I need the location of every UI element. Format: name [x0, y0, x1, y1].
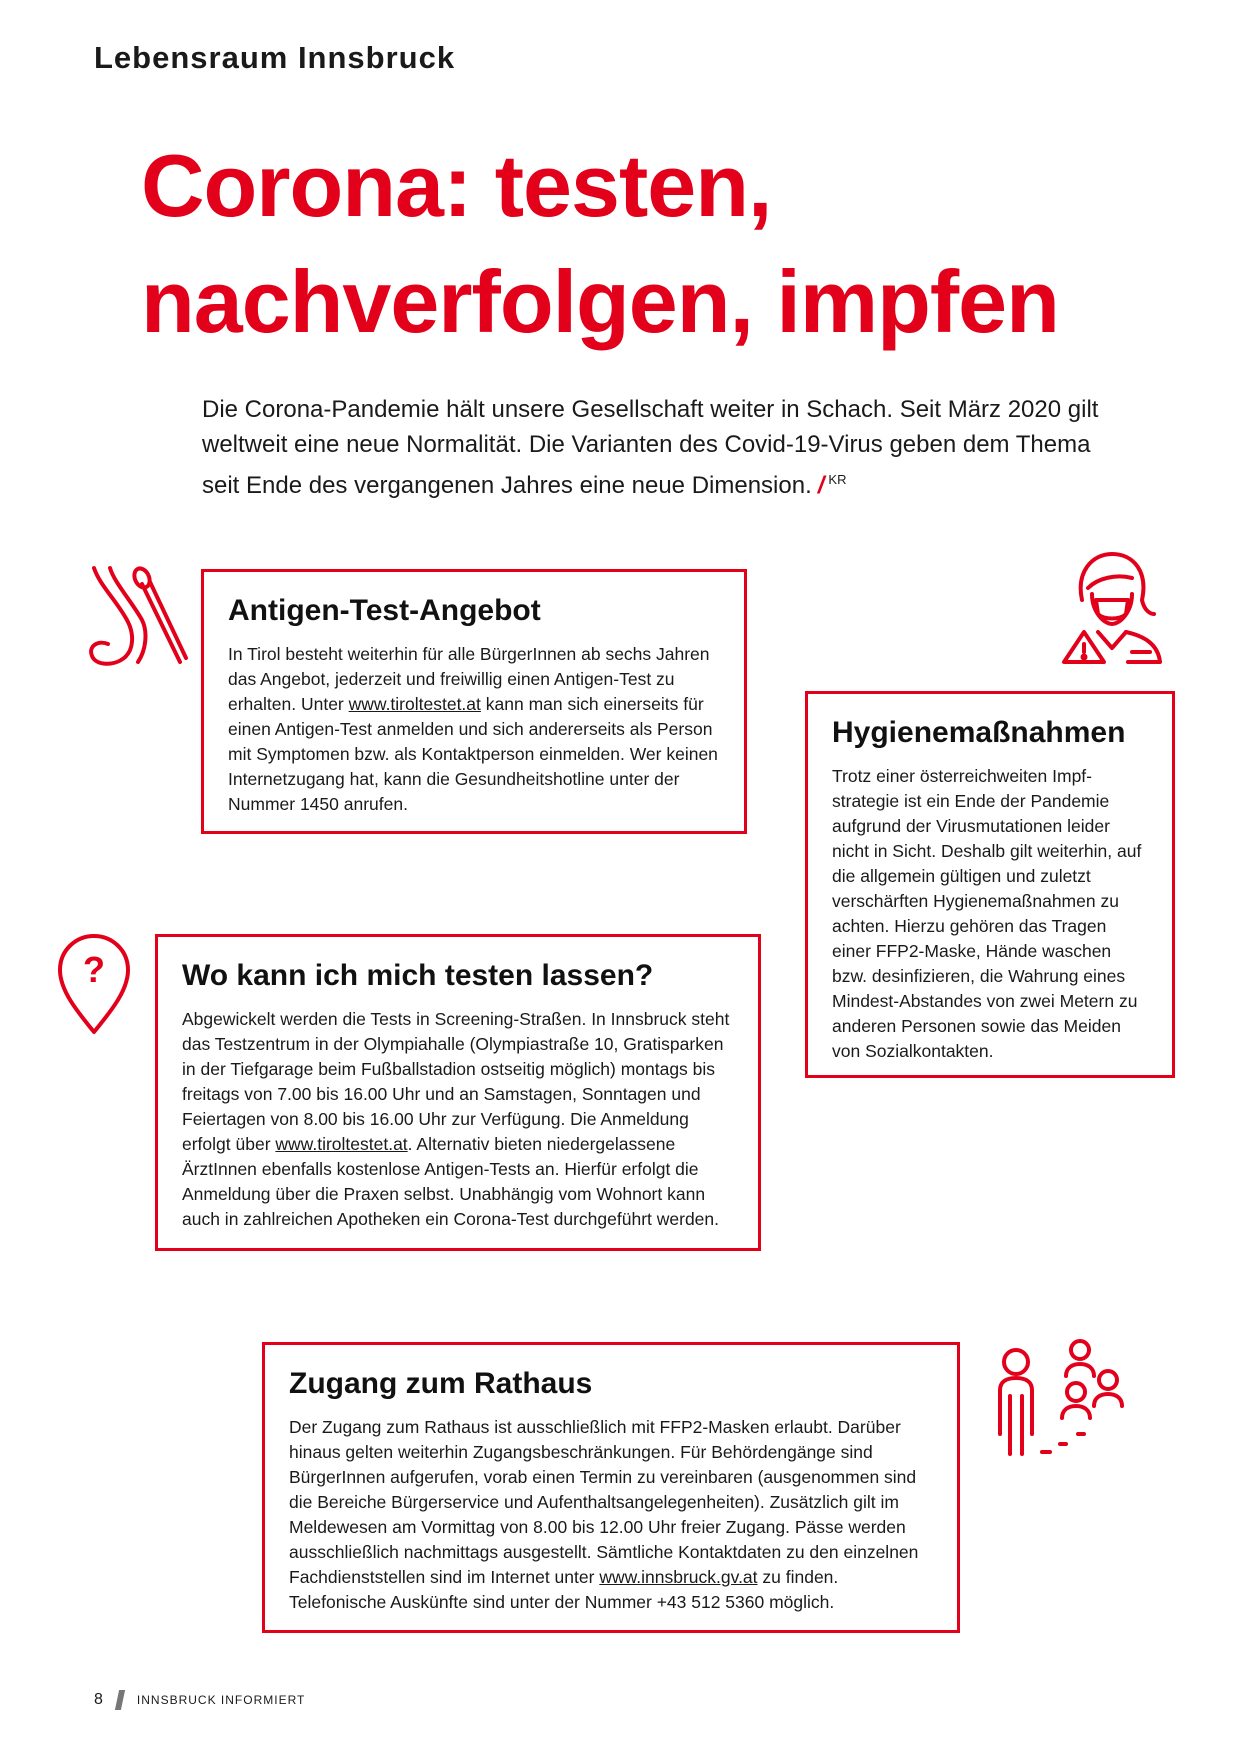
antigen-test-text: In Tirol besteht weiterhin für alle BürgerInnen ab sechs Jahren das Angebot, jederzeit und freiwillig einen Antigen-Test zu erhalten. Unter www.tiroltestet.at kann man sich einerseits für einen Antigen-Test anmelden und sich andererseits als Person mit Symptomen bzw. als Kontaktperson einmelden. Wer keinen Internetzugang hat, kann die Gesundheitshotline unter der Nummer 1450 anrufen.: [228, 644, 718, 814]
rathaus-access-box: [262, 1342, 960, 1633]
magazine-name: INNSBRUCK INFORMIERT: [136, 1693, 306, 1707]
hygiene-text: Trotz einer österreichweiten Impfstrategie ist ein Ende der Pandemie aufgrund der Virusmutationen leider nicht in Sicht. Deshalb gilt weiterhin, auf die allgemein gültigen und zuletzt verschärften Hygienemaßnahmen zu achten. Hierzu gehören das Tragen einer FFP2-Maske, Hände waschen bzw. desinfizieren, die Wahrung eines Mindest-Abstandes von zwei Metern zu anderen Personen sowie das Meiden von Sozialkontakten.: [832, 766, 1142, 1061]
test-location-title: Wo kann ich mich testen lassen?: [182, 959, 654, 992]
page-number: 8: [94, 1691, 103, 1708]
test-location-text: Abgewickelt werden die Tests in Screening-Straßen. In Innsbruck steht das Testzentrum in der Olympiahalle (Olympiastraße 10, Gratisparken in der Tiefgarage beim Fußballstadion ostseitig möglich) montags bis freitags von 7.00 bis 16.00 Uhr und an Samstagen, Sonntagen und Feiertagen von 8.00 bis 16.00 Uhr zur Verfügung. Die Anmeldung erfolgt über www.tiroltestet.at. Alternativ bieten niedergelassene ÄrztInnen ebenfalls kostenlose Antigen-Tests an. Hierfür erfolgt die Anmeldung über die Praxen selbst. Unabhängig vom Wohnort kann auch in zahlreichen Apotheken ein Corona-Test durchgeführt werden.: [182, 1009, 730, 1229]
rathaus-text: Der Zugang zum Rathaus ist ausschließlich mit FFP2-Masken erlaubt. Darüber hinaus gelten weiterhin Zugangsbeschränkungen. Für Behördengänge sind BürgerInnen aufgerufen, vorab einen Termin zu vereinbaren (ausgenommen sind die Bereiche Bürgerservice und Aufenthaltsangelegenheiten). Zusätzlich gilt im Meldewesen am Vormittag von 8.00 bis 12.00 Uhr freier Zugang. Pässe werden ausschließlich nachmittags ausgestellt. Sämtliche Kontaktdaten zu den einzelnen Fachdienststellen sind im Internet unter www.innsbruck.gv.at zu finden. Telefonische Auskünfte sind unter der Nummer +43 512 5360 möglich.: [289, 1417, 919, 1612]
title-line-2: nachverfolgen, impfen: [141, 252, 1059, 351]
author-initials: KR: [828, 472, 847, 487]
section-label: Lebensraum Innsbruck: [94, 40, 456, 75]
tiroltestet-link-2[interactable]: www.tiroltestet.at: [275, 1134, 408, 1154]
antigen-test-title: Antigen-Test-Angebot: [228, 594, 541, 627]
svg-text:?: ?: [83, 949, 105, 990]
intro-text: Die Corona-Pandemie hält unsere Gesellschaft weiter in Schach. Seit März 2020 gilt weltweit eine neue Normalität. Die Varianten des Covid-19-Virus geben dem Thema seit Ende des vergangenen Jahres eine neue Dimension.: [202, 396, 1099, 499]
location-question-icon: [56, 932, 132, 1036]
slash-icon: /: [817, 472, 825, 499]
footer-divider: [115, 1690, 125, 1710]
distancing-people-icon: [990, 1336, 1130, 1460]
page-title: [141, 128, 1201, 360]
rathaus-title: Zugang zum Rathaus: [289, 1367, 593, 1400]
innsbruck-link[interactable]: www.innsbruck.gv.at: [599, 1567, 758, 1587]
antigen-test-box: [201, 569, 747, 834]
tiroltestet-link[interactable]: www.tiroltestet.at: [348, 694, 481, 714]
title-line-1: Corona: testen,: [141, 136, 772, 235]
nose-swab-icon: [84, 562, 194, 674]
hygiene-box: [805, 691, 1175, 1078]
page-footer: [94, 1690, 305, 1710]
test-location-box: [155, 934, 761, 1251]
hygiene-title: Hygienemaßnahmen: [832, 716, 1126, 749]
intro-paragraph: [202, 392, 1102, 503]
masked-person-warning-icon: [1058, 548, 1166, 668]
